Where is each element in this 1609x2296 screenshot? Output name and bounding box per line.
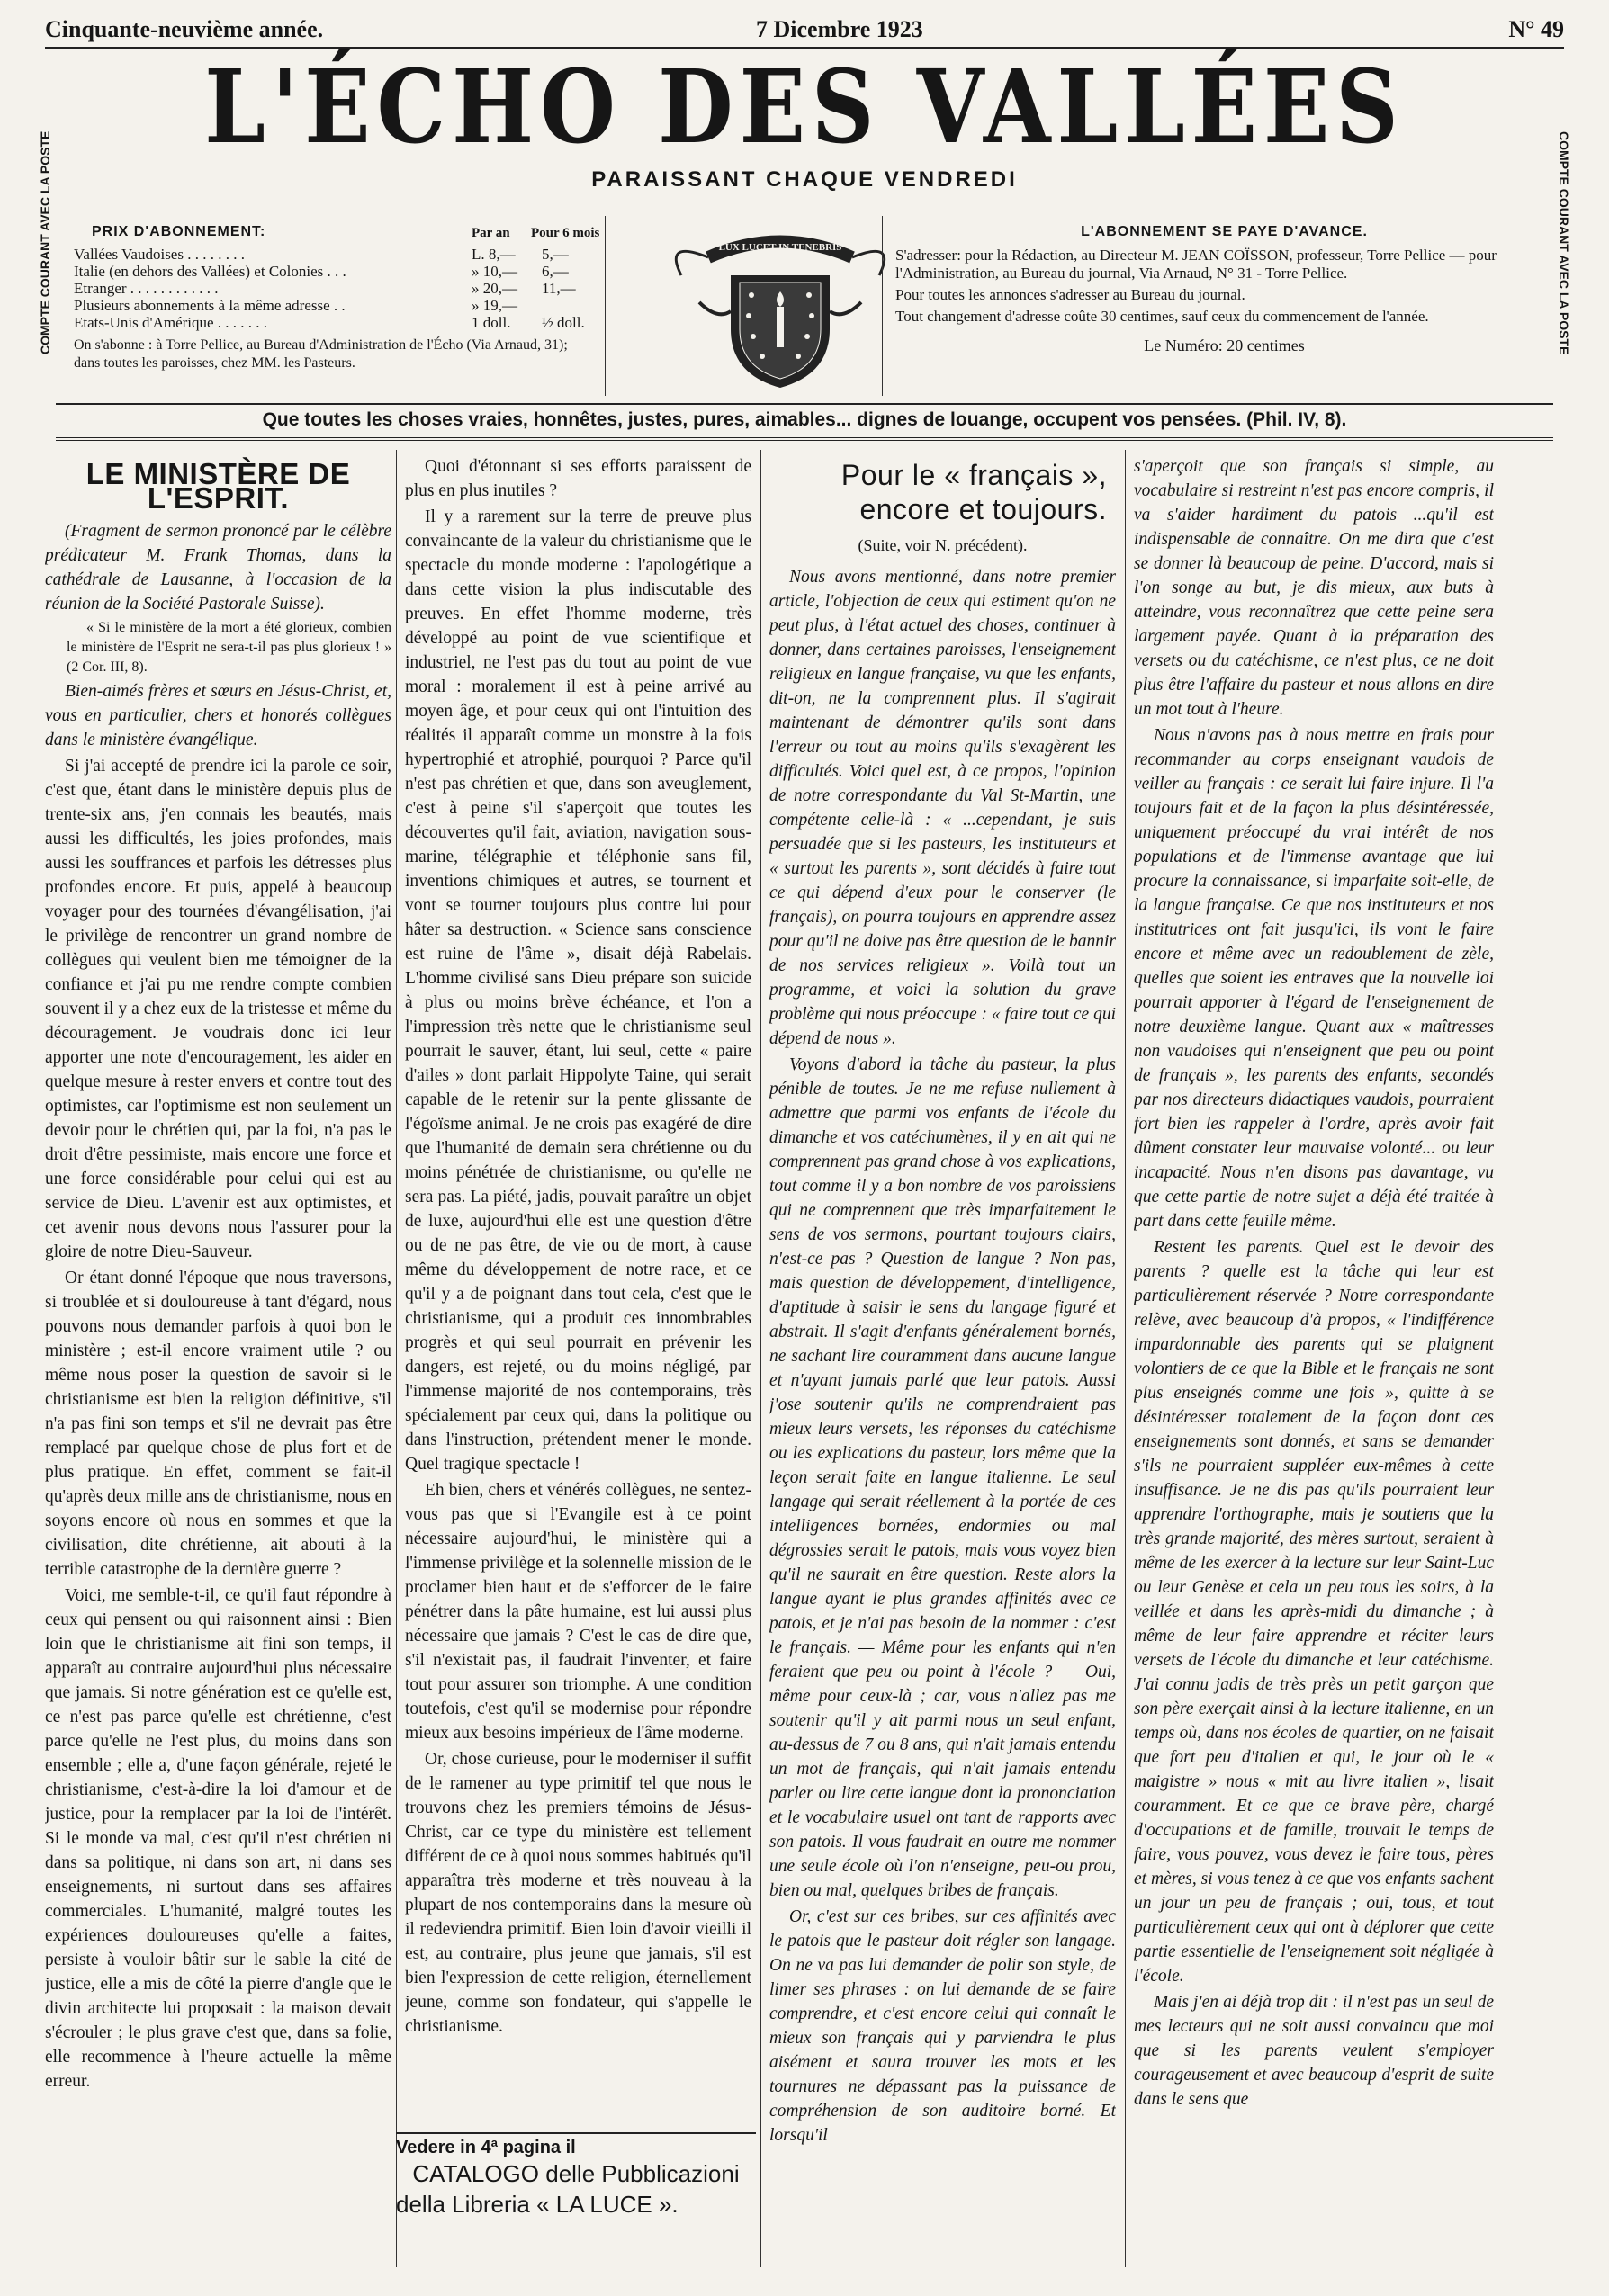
article-intro: (Fragment de sermon prononcé par le célèbre prédicateur M. Frank Thomas, dans la cathédrale de Lausanne, à l'occasion de la réunion de la Société Pastorale Suisse).	[45, 522, 391, 614]
side-note-right: COMPTE COURANT AVEC LA POSTE	[1557, 130, 1571, 355]
paragraph: Or étant donné l'époque que nous traversons, si troublée et si douloureuse à tant d'égard, nous pouvons nous demander parfois à quoi bon le ministère ; est-il encore vraiment utile ? ou même nous poser la question de savoir si le christianisme est bien la religion définitive, s'il n'a pas fini son temps et s'il ne devrait pas être remplacé par quelque chose de plus fort et de plus pratique. En effet, comment se fait-il qu'après deux mille ans de christianisme, nous en soyons encore où nous en sommes et que la civilisation, dite chrétienne, ait abouti à la terrible catastrophe de la dernière guerre ?	[45, 1269, 391, 1579]
subscription-title: PRIX D'ABONNEMENT:	[92, 224, 266, 239]
advert-line-2: CATALOGO delle Pubblicazioni	[412, 2160, 740, 2187]
column-2	[405, 454, 751, 2128]
advert-line-3: della Libreria « LA LUCE ».	[396, 2191, 679, 2218]
paragraph: Nous n'avons pas à nous mettre en frais pour recommander au corps enseignant vaudois de veiller au français : ce serait lui faire injure. Il l'a toujours fait et de la façon la plus désintéressée, uniquement préoccupé du vrai intérêt de nos populations et de l'immense avantage que lui procure la connaissance, si imparfaite soit-elle, de la langue française. Ce que nos instituteurs et nos institutrices ont fait jusqu'ici, ils vont le faire encore et même avec un redoublement de zèle, quelles que soient les entraves que la nouvelle loi pourrait apporter à l'égard de l'enseignement de notre deuxième langue. Quant aux « maîtresses non vaudoises qui n'enseignent que peu ou point de français », les parents des enfants, secondés par nos directeurs didactiques vaudois, pourraient fort bien les rappeler à l'ordre, après avoir fait dûment constater leur mauvaise volonté... ou leur incapacité. Nous n'en disons pas davantage, vu que cette partie de notre sujet a déjà été traitée à part dans cette feuille même.	[1134, 726, 1494, 1231]
waldensian-emblem-icon	[645, 221, 915, 392]
column-divider	[396, 450, 397, 2267]
newspaper-title: L'ÉCHO DES VALLÉES	[204, 49, 1405, 166]
motto-banner: Que toutes les choses vraies, honnêtes, justes, pures, aimables... dignes de louange, occupent vos pensées. (Phil. IV, 8).	[56, 403, 1553, 441]
paragraph: Nous avons mentionné, dans notre premier article, l'objection de ceux qui estiment qu'on ne peut plus, à l'état actuel des choses, continuer à donner, dans certaines paroisses, l'enseignement religieux en langue française, vu que les enfants, dit-on, ne la comprennent plus. Il s'agirait maintenant de démontrer qu'ils sont dans l'erreur ou tout au moins qu'ils s'exagèrent les difficultés. Voici quel est, à ce propos, l'opinion de notre correspondante du Val St-Martin, une compétente celle-là : « ...cependant, je suis persuadée que si les pasteurs, les instituteurs et « surtout les parents », sont décidés à faire tout ce qui dépend d'eux pour le conserver (le français), on pourra toujours en apprendre assez pour qu'il ne doive pas être question de le bannir de nos services religieux ». Voilà tout un programme, et voici la solution du grave problème qui nous préoccupe : « faire tout ce qui dépend de nous ».	[769, 568, 1116, 1048]
administration-box	[882, 216, 1553, 396]
newspaper-subtitle: PARAISSANT CHAQUE VENDREDI	[591, 167, 1018, 192]
masthead	[81, 49, 1528, 192]
paragraph: Quoi d'étonnant si ses efforts paraissent de plus en plus inutiles ?	[405, 457, 751, 500]
article-salutation: Bien-aimés frères et sœurs en Jésus-Christ, et, vous en particulier, chers et honorés collègues dans le ministère évangélique.	[45, 682, 391, 749]
paragraph: Si j'ai accepté de prendre ici la parole ce soir, c'est que, étant dans le ministère depuis plus de trente-six ans, j'en connais les beautés, mais aussi les difficultés, les joies profondes, mais aussi les souffrances et parfois les détresses plus profondes encore. Et puis, appelé à beaucoup voyager pour des tournées d'évangélisation, j'ai le privilège de rencontrer un grand nombre de collègues qui veulent bien me témoigner de la confiance et j'ai pu me rendre compte combien souvent il y a chez eux de la tristesse et même du découragement. Je voudrais donc ici leur apporter une note d'encouragement, les aider en quelque mesure à rester envers et contre tout des optimistes, car l'optimisme est non seulement un devoir pour le chrétien qui, par la foi, n'a pas le droit d'être pessimiste, mais encore une force et une force considérable pour celui qui est au service de Dieu. L'avenir est aux optimistes, et cet avenir nous devons nous l'assurer pour la gloire de notre Dieu-Sauveur.	[45, 757, 391, 1261]
admin-address: S'adresser: pour la Rédaction, au Directeur M. JEAN COÏSSON, professeur, Torre Pellice — pour l'Administration, au Bureau du journal, Via Arnaud, N° 31 - Torre Pellice.	[895, 247, 1497, 282]
paragraph: Restent les parents. Quel est le devoir des parents ? quelle est la tâche qui leur est particulièrement réservée ? Notre correspondante relève, avec beaucoup d'à propos, « l'indifférence impardonnable des parents qui se plaignent volontiers de ce que la Bible et le français ne sont plus enseignés comme une fois », quitte à se désintéresser totalement de la façon dont ces enseignements sont donnés, et sans se demander s'ils ne pourraient suppléer eux-mêmes à cette insuffisance. Je ne dis pas qu'ils pourraient leur apprendre l'orthographe, mais je soutiens que la très grande majorité, des mères surtout, seraient à même de les exercer à la lecture sur leur Saint-Luc ou leur Genèse et cela un peu tous les soirs, à la veillée et dans les après-midi du dimanche ; à même de leur faire apprendre et réciter leurs versets de l'école du dimanche et leur catéchisme. J'ai connu jadis de très près un petit garçon que son père exerçait ainsi à la lecture italienne, en un temps où, dans nos écoles de quartier, on ne faisait que fort peu d'italien et qui, le jour où le « maigistre » nous « mit au livre italien », lisait couramment. Et ce que ce brave père, chargé d'occupations et de famille, trouvait le temps de faire, vous pouvez, vous devez le faire tous, pères et mères, si vous tenez à ce que vos enfants sachent un jour un peu de français ; oui, tous, et tout particulièrement ceux qui ont à déplorer que cette partie essentielle de l'enseignement soit négligée à l'école.	[1134, 1238, 1494, 1986]
admin-title: L'ABONNEMENT SE PAYE D'AVANCE.	[1081, 224, 1368, 239]
advert-line-1: Vedere in 4ª pagina il	[396, 2138, 576, 2157]
article-continuation-note: (Suite, voir N. précédent).	[858, 536, 1028, 554]
paragraph: Eh bien, chers et vénérés collègues, ne sentez-vous pas que si l'Evangile est à ce point nécessaire aujourd'hui, le ministère qui a l'immense privilège et la solennelle mission de le proclamer bien haut et de s'efforcer de le faire pénétrer dans la pâte humaine, est lui aussi plus nécessaire que jamais ? C'est le cas de dire que, s'il n'existait pas, il faudrait l'inventer, et faire tout pour assurer son triomphe. A une condition toutefois, c'est qu'il se modernise pour répondre mieux aux besoins impérieux de l'âme moderne.	[405, 1481, 751, 1743]
column-4	[1134, 454, 1494, 2254]
paragraph: Mais j'en ai déjà trop dit : il n'est pas un seul de mes lecteurs qui ne soit aussi convaincu que moi que si les parents veulent s'employer courageusement et avec beaucoup d'esprit de suite dans le sens que	[1134, 1993, 1494, 2109]
admin-ads-note: Pour toutes les annonces s'adresser au Bureau du journal.	[895, 286, 1245, 303]
issue-price: Le Numéro: 20 centimes	[1144, 336, 1305, 354]
info-bar	[56, 216, 1553, 396]
column-divider	[1125, 450, 1126, 2267]
top-line	[45, 11, 1564, 49]
emblem-motto: LUX LUCET IN TENEBRIS	[718, 242, 842, 253]
paragraph: Voici, me semble-t-il, ce qu'il faut répondre à ceux qui pensent ou qui raisonnent ainsi : Bien loin que le christianisme ait fini son temps, il apparaît au contraire aujourd'hui plus nécessaire que jamais. Si notre génération est ce qu'elle est, ce n'est pas parce qu'elle est chrétienne, c'est parce qu'elle ne l'est plus, du moins dans son ensemble ; elle a, d'une façon générale, rejeté le christianisme, c'est-à-dire la loi d'amour et de justice, pour la remplacer par la loi de l'intérêt. Si le monde va mal, c'est qu'il n'est chrétien ni dans sa politique, ni dans son art, ni dans ses enseignements, ni surtout dans ses affaires commerciales. L'humanité, malgré toutes les expériences douloureuses qu'elle a faites, persiste à vouloir bâtir sur le sable la cité de justice, elle a mis de côté la pierre d'angle que le divin architecte lui proposait : la maison devait s'écrouler ; le plus grave c'est que, dans sa folie, elle recommence à l'heure actuelle la même erreur.	[45, 1586, 391, 2091]
column-3	[769, 454, 1116, 2254]
side-note-left: COMPTE COURANT AVEC LA POSTE	[38, 130, 52, 355]
article-title	[769, 458, 1107, 526]
paragraph: Or, chose curieuse, pour le moderniser il suffit de le ramener au type primitif tel que nous le trouvons chez les premiers témoins de Jésus-Christ, car ce type du ministère est tellement différent de ce à quoi nous sommes habitués qu'il apparaîtra très moderne et très nouveau à la plupart de nos contemporains dans la mesure où il redeviendra primitif. Bien loin d'avoir vieilli il est, au contraire, plus jeune que jamais, s'il est bien l'expression de cette religion, éternellement jeune, comme son fondateur, qui s'appelle le christianisme.	[405, 1750, 751, 2036]
price-row: Italie (en dehors des Vallées) et Colonies . . . » 10,— 6,—	[74, 263, 569, 280]
paragraph: s'aperçoit que son français si simple, au vocabulaire si restreint n'est pas encore compris, il va s'aider hardiment du patois ...qu'il est indispensable de connaître. On me dira que c'est se donner là beaucoup de peine. D'accord, mais si l'on songe au but, je dis mieux, aux buts à atteindre, vous reconnaîtrez que cette peine sera largement payée. Quant à la préparation des versets ou du catéchisme, ce n'est plus, ce ne doit plus être l'affaire du pasteur et nous allons en dire un mot tout à l'heure.	[1134, 457, 1494, 719]
year-label: Cinquante-neuvième année.	[45, 16, 324, 42]
col-header-year: Par an	[472, 226, 510, 240]
article-title-line-2: encore et toujours.	[859, 493, 1107, 525]
article-title: LE MINISTÈRE DE L'ESPRIT.	[85, 457, 351, 515]
admin-change-note: Tout changement d'adresse coûte 30 centimes, sauf ceux du commencement de l'année.	[895, 308, 1429, 325]
article-title-line-1: Pour le « français »,	[840, 459, 1107, 491]
paragraph: Or, c'est sur ces bribes, sur ces affinités avec le patois que le pasteur doit régler son langage. On ne va pas lui demander de polir son style, de limer ses phrases : on lui demande de se faire comprendre, et c'est encore celui qui connaît le mieux son français qui y parviendra le plus aisément et saura trouver les mots et les tournures ne dépassant pas la puissance de compréhension de son auditoire borné. Et lorsqu'il	[769, 1907, 1116, 2145]
price-row: Etats-Unis d'Amérique . . . . . . . 1 doll. ½ doll.	[74, 314, 585, 331]
catalogue-advert	[396, 2132, 756, 2264]
issue-number: N° 49	[1508, 16, 1564, 42]
col-header-six-months: Pour 6 mois	[531, 226, 600, 240]
price-row: Etranger . . . . . . . . . . . . » 20,— 11,—	[74, 280, 576, 297]
price-row: Vallées Vaudoises . . . . . . . . L. 8,— 5,—	[74, 246, 569, 263]
column-divider	[760, 450, 761, 2267]
subscription-note: On s'abonne : à Torre Pellice, au Bureau d'Administration de l'Écho (Via Arnaud, 31); dans toutes les paroisses, chez MM. les Pasteurs.	[74, 337, 568, 371]
article-epigraph: « Si le ministère de la mort a été glorieux, combien le ministère de l'Esprit ne sera-t-il pas plus glorieux ! » (2 Cor. III, 8).	[67, 620, 391, 675]
paragraph: Il y a rarement sur la terre de preuve plus convaincante de la valeur du christianisme que le spectacle du monde moderne : l'apologétique a dans cette vision la plus indiscutable des preuves. En effet l'homme moderne, très développé au point de vue scientifique et industriel, ne l'est pas du tout au point de vue moral : moralement il est à peine arrivé au moyen âge, et pour ceux qui ont l'intuition des réalités il apparaît comme un monstre à la fois hypertrophié et atrophié, pourquoi ? Parce qu'il n'est pas chrétien et que, dans son aveuglement, c'est à peine s'il s'aperçoit que toutes les découvertes qu'il fait, aviation, navigation sous-marine, télégraphie et téléphonie sans fil, inventions chimiques et autres, se tournent et vont se tourner toujours plus contre lui pour hâter sa destruction. « Science sans conscience est ruine de l'âme », disait déjà Rabelais. L'homme civilisé sans Dieu prépare son suicide à plus ou moins brève échéance, et l'on a l'impression très nette que le christianisme seul pourrait le sauver, étant, lui seul, cette « paire d'ailes » dont parlait Hippolyte Taine, qui serait capable de le retenir sur la pente glissante de l'égoïsme animal. Je ne crois pas exagéré de dire que l'humanité de demain sera chrétienne ou du moins pénétrée de christianisme, ou qu'elle ne sera pas. La piété, jadis, pouvait paraître un objet de luxe, aujourd'hui elle est une question d'être ou de ne pas être, de vie ou de mort, à cause même du développement de notre race, et ce qu'il y a de poignant dans tout cela, c'est que le christianisme, qui a produit ces innombrables progrès et qui seul pourrait en prévenir les dangers, est rejeté, ou du moins négligé, par l'immense majorité de nos contemporains, très spécialement par ceux qui, dans la politique ou dans l'instruction, prétendent mener le monde. Quel tragique spectacle !	[405, 507, 751, 1474]
paragraph: Voyons d'abord la tâche du pasteur, la plus pénible de toutes. Je ne me refuse nullement à admettre que parmi vos enfants de l'école du dimanche et vos catéchumènes, il y en ait qui ne comprennent pas grand chose à vos explications, tout comme il y a bon nombre de vos paroissiens qui ne comprennent que très imparfaitement le sens de vos sermons, pourtant toujours clairs, n'est-ce pas ? Question de langue ? Non pas, mais question de développement, d'intelligence, d'aptitude à saisir le sens du langage figuré et abstrait. Il s'agit d'enfants généralement bornés, ne sachant lire couramment dans aucune langue et n'ayant jamais parlé que leur patois. Aussi j'ose soutenir qu'ils ne comprendraient pas mieux leurs versets, les réponses du catéchisme ou les explications du pasteur, lors même que la leçon serait faite en langue italienne. Le seul langage qui serait réellement à la portée de ces intelligences bornées, endormies ou mal dégrossies serait le patois, mais vous voyez bien qu'il ne saurait en être question. Reste alors la langue ayant le plus grandes affinités avec ce patois, et je n'ai pas besoin de la nommer : c'est le français. — Même pour les enfants qui n'en feraient que peu ou point à l'école ? — Oui, même pour ceux-là ; car, vous n'allez pas me soutenir qu'il y ait parmi nous un seul enfant, au-dessus de 7 ou 8 ans, qui n'ait jamais entendu un mot de français, qui n'ait jamais entendu parler ou lire cette langue dont la prononciation et le vocabulaire usuel ont tant de rapports avec son patois. Il vous faudrait en outre me nommer une seule école où l'on n'enseigne, peu-ou prou, bien ou mal, quelques bribes de français.	[769, 1055, 1116, 1900]
price-row: Plusieurs abonnements à la même adresse . . » 19,—	[74, 297, 517, 314]
issue-date: 7 Dicembre 1923	[756, 16, 923, 42]
column-1	[45, 454, 391, 2254]
subscription-box	[56, 216, 606, 396]
